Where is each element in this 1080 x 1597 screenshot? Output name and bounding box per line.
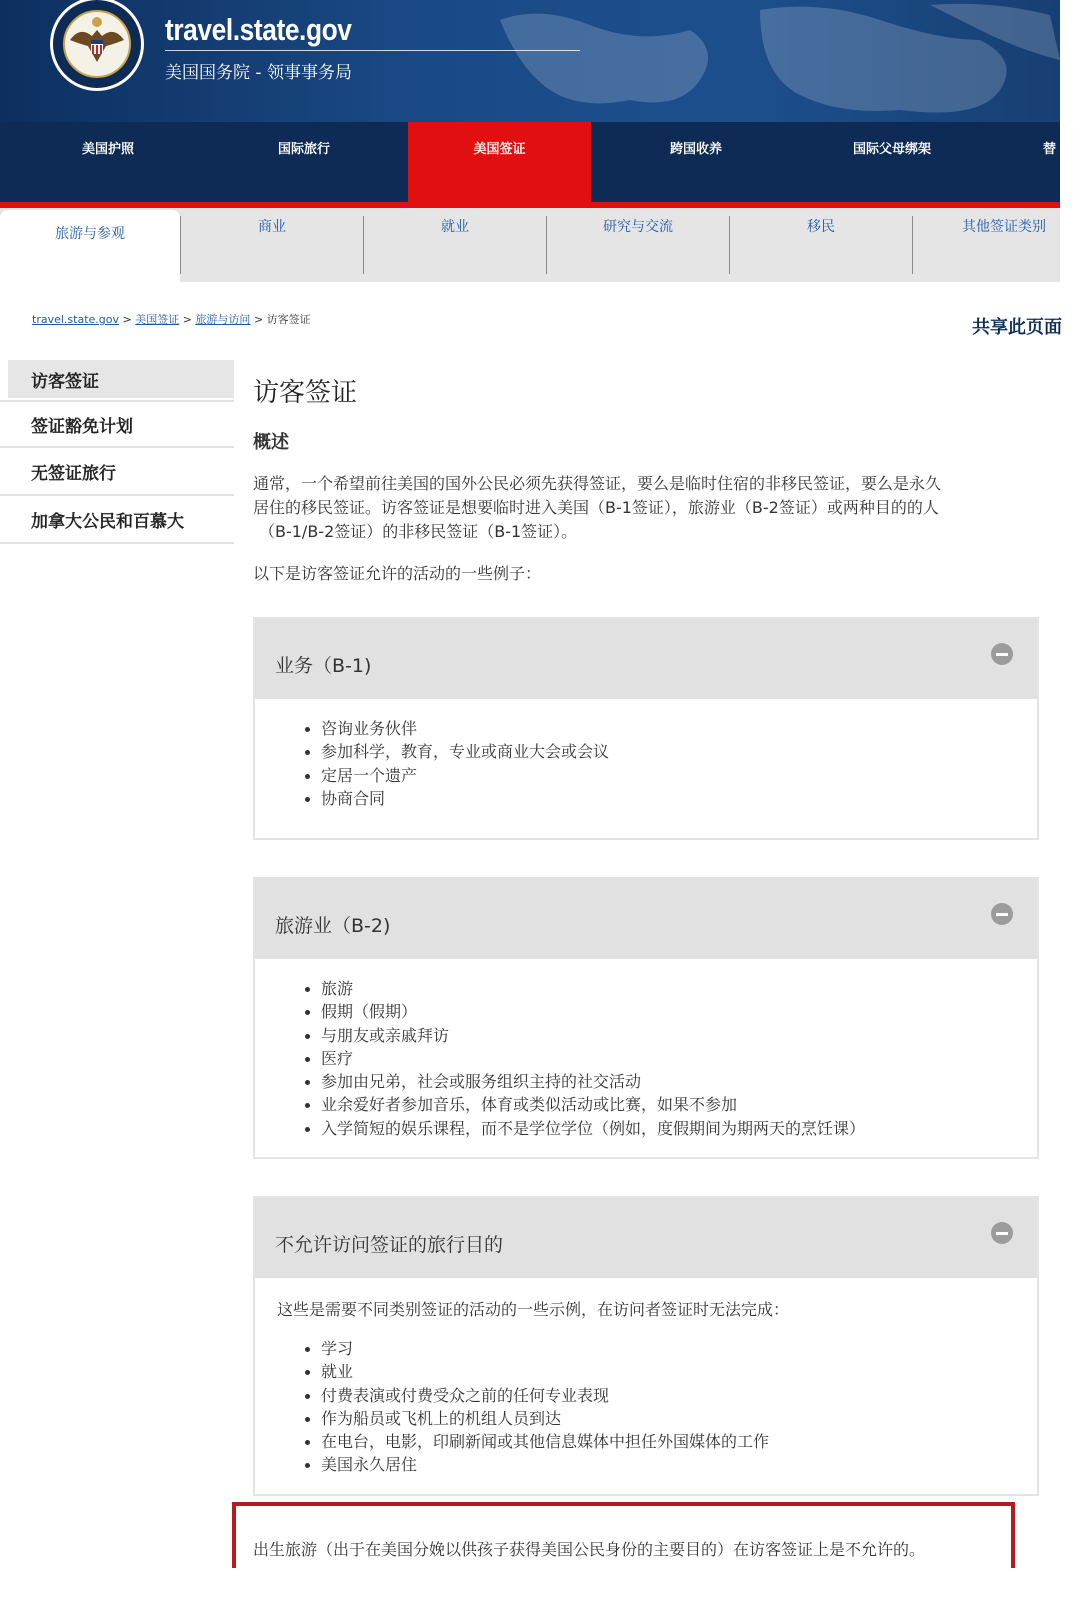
list-item: 定居一个遗产 [303,764,1037,787]
tab-employment[interactable]: 就业 [441,219,469,235]
world-map-graphic [460,0,1060,122]
intro-line: 居住的移民签证。访客签证是想要临时进入美国（B-1签证），旅游业（B-2签证）或两种目的的人 [253,498,939,517]
share-page-button[interactable]: 共享此页面 [972,317,1062,338]
list-item: 参加由兄弟，社会或服务组织主持的社交活动 [303,1070,1037,1093]
accordion-not-permitted [253,1196,1039,1496]
tab-study-exchange[interactable]: 研究与交流 [603,219,673,235]
accordion-title: 不允许访问签证的旅行目的 [275,1234,504,1256]
sub-nav [0,208,1060,282]
breadcrumb-current: 访客签证 [266,313,311,326]
accordion-header[interactable] [255,619,1037,699]
intro-line: 通常，一个希望前往美国的国外公民必须先获得签证，要么是临时住宿的非移民签证，要么是永久 [253,474,942,493]
list-item: 学习 [303,1337,1037,1360]
list-item: 业余爱好者参加音乐，体育或类似活动或比赛，如果不参加 [303,1093,1037,1116]
accordion-list [255,1320,1037,1477]
accordion-business [253,617,1039,840]
tab-business[interactable]: 商业 [258,219,286,235]
breadcrumb [32,311,311,327]
page-title: 访客签证 [253,378,358,408]
accordion-title: 业务（B-1) [275,655,372,677]
left-menu-item-visa-free-travel[interactable]: 无签证旅行 [0,448,234,496]
left-menu [0,360,234,544]
accordion-tourism [253,877,1039,1159]
list-item: 付费表演或付费受众之前的任何专业表现 [303,1384,1037,1407]
breadcrumb-link-tourism-visit[interactable]: 旅游与访问 [195,313,251,326]
tab-other-visa-categories[interactable]: 其他签证类别 [962,219,1046,235]
tab-immigrate[interactable]: 移民 [807,219,835,235]
overview-heading: 概述 [253,432,289,453]
list-item: 就业 [303,1360,1037,1383]
accordion-list [255,699,1037,810]
list-item: 美国永久居住 [303,1453,1037,1476]
accordion-intro: 这些是需要不同类别签证的活动的一些示例，在访问者签证时无法完成： [277,1300,790,1319]
main-nav-item-adoption[interactable]: 跨国收养 [669,142,722,157]
breadcrumb-separator: > [182,313,192,326]
tab-tourism-visit[interactable]: 旅游与参观 [0,210,180,284]
left-menu-item-visa-waiver-program[interactable]: 签证豁免计划 [0,400,234,448]
collapse-minus-icon[interactable] [991,1222,1013,1244]
intro-line: （B-1/B-2签证）的非移民签证（B-1签证）。 [259,522,578,541]
accordion-header[interactable] [255,879,1037,959]
list-item: 医疗 [303,1047,1037,1070]
main-nav [0,122,1060,204]
accordion-header[interactable] [255,1198,1037,1278]
site-subtitle: 美国国务院 - 领事事务局 [165,63,352,83]
left-menu-item-visitor-visa[interactable]: 访客签证 [8,360,234,398]
list-item: 假期（假期） [303,1000,1037,1023]
list-item: 作为船员或飞机上的机组人员到达 [303,1407,1037,1430]
breadcrumb-link-us-visas[interactable]: 美国签证 [135,313,180,326]
department-of-state-seal-icon[interactable] [46,0,148,96]
list-item: 协商合同 [303,787,1037,810]
accordion-list [255,959,1037,1140]
main-nav-item-more[interactable]: 替 [1043,142,1057,157]
list-item: 旅游 [303,977,1037,1000]
breadcrumb-separator: > [253,313,264,326]
breadcrumb-link-home[interactable]: travel.state.gov [32,313,119,326]
collapse-minus-icon[interactable] [991,643,1013,665]
main-nav-item-us-visas[interactable]: 美国签证 [408,122,591,204]
site-title[interactable]: travel.state.gov [165,12,352,47]
main-nav-item-passports[interactable]: 美国护照 [81,142,134,157]
accordion-title: 旅游业（B-2) [275,915,391,937]
examples-intro: 以下是访客签证允许的活动的一些例子： [253,564,542,583]
list-item: 参加科学，教育，专业或商业大会或会议 [303,740,1037,763]
site-header [0,0,1060,122]
birth-tourism-notice: 出生旅游（出于在美国分娩以供孩子获得美国公民身份的主要目的）在访客签证上是不允许的。 [253,1540,926,1559]
intro-paragraph [253,472,1033,544]
left-menu-item-canada-bermuda[interactable]: 加拿大公民和百慕大 [0,496,234,544]
title-divider [165,50,580,51]
main-nav-item-international-travel[interactable]: 国际旅行 [277,142,330,157]
list-item: 与朋友或亲戚拜访 [303,1024,1037,1047]
main-nav-item-parental-abduction[interactable]: 国际父母绑架 [852,142,931,157]
list-item: 咨询业务伙伴 [303,717,1037,740]
list-item: 在电台，电影，印刷新闻或其他信息媒体中担任外国媒体的工作 [303,1430,1037,1453]
collapse-minus-icon[interactable] [991,903,1013,925]
main-content [253,372,1039,409]
breadcrumb-separator: > [122,313,132,326]
list-item: 入学简短的娱乐课程，而不是学位学位（例如，度假期间为期两天的烹饪课） [303,1117,1037,1140]
